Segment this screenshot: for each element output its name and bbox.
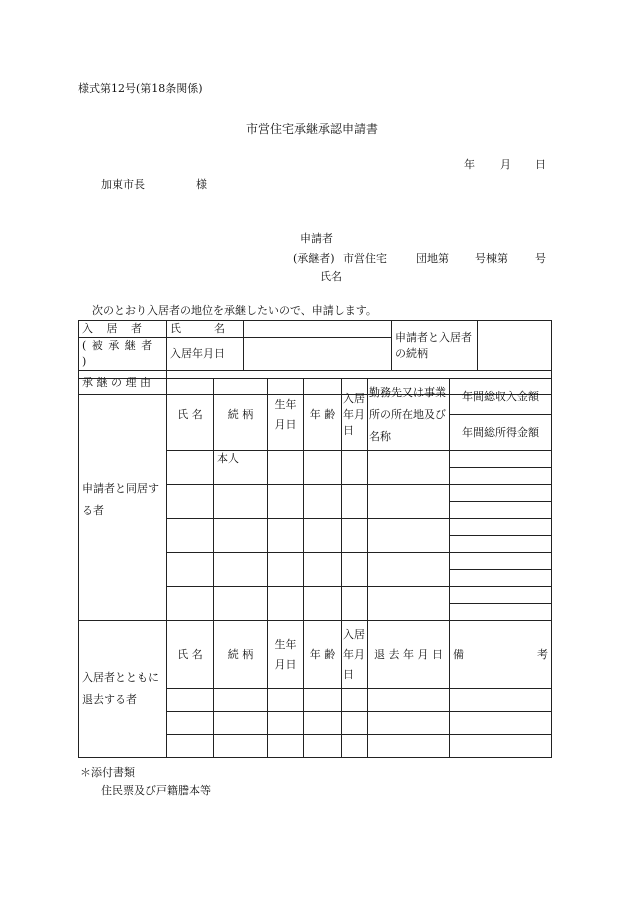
leaving-2-remarks[interactable] — [450, 712, 552, 735]
col-total-income: 年間総所得金額 — [450, 415, 552, 451]
member-3-gross[interactable] — [450, 519, 552, 536]
relationship-label: 申請者と入居者の続柄 — [392, 321, 478, 371]
member-5-name[interactable] — [167, 587, 214, 621]
member-5-workplace[interactable] — [368, 587, 450, 621]
leave-col-move-in: 入居年月日 — [342, 621, 368, 689]
member-2-income[interactable] — [450, 502, 552, 519]
member-1-move-in[interactable] — [342, 451, 368, 485]
member-5-relation[interactable] — [214, 587, 268, 621]
page-title: 市営住宅承継承認申請書 — [246, 122, 379, 136]
member-3-income[interactable] — [450, 536, 552, 553]
date-month: 月 — [500, 158, 511, 171]
member-4-name[interactable] — [167, 553, 214, 587]
applicant-label: 申請者 — [300, 232, 333, 245]
member-1-birth[interactable] — [268, 451, 304, 485]
col-age: 年 齢 — [304, 379, 342, 451]
relationship-field[interactable] — [478, 321, 552, 371]
leave-col-date: 退 去 年 月 日 — [368, 621, 450, 689]
member-1-workplace[interactable] — [368, 451, 450, 485]
member-1-name[interactable] — [167, 451, 214, 485]
member-3-relation[interactable] — [214, 519, 268, 553]
member-5-age[interactable] — [304, 587, 342, 621]
leaving-1-name[interactable] — [167, 689, 214, 712]
addressee-honorific: 様 — [196, 178, 207, 191]
move-in-date-field[interactable] — [244, 338, 392, 371]
member-4-relation[interactable] — [214, 553, 268, 587]
col-birth: 生年月日 — [268, 379, 304, 451]
col-gross-income: 年間総収入金額 — [450, 379, 552, 415]
leaving-2-move-in[interactable] — [342, 712, 368, 735]
member-4-workplace[interactable] — [368, 553, 450, 587]
cohabitants-table — [78, 378, 552, 758]
member-5-birth[interactable] — [268, 587, 304, 621]
leaving-2-birth[interactable] — [268, 712, 304, 735]
member-4-birth[interactable] — [268, 553, 304, 587]
addressee-name: 加東市長 — [101, 178, 145, 191]
member-1-age[interactable] — [304, 451, 342, 485]
date-year: 年 — [464, 158, 475, 171]
col-workplace: 勤務先又は事業所の所在地及び名称 — [368, 379, 450, 451]
member-2-gross[interactable] — [450, 485, 552, 502]
leaving-2-date[interactable] — [368, 712, 450, 735]
successor-label: (承継者) — [293, 252, 335, 265]
member-4-income[interactable] — [450, 570, 552, 587]
leaving-3-remarks[interactable] — [450, 735, 552, 758]
leaving-3-relation[interactable] — [214, 735, 268, 758]
member-3-move-in[interactable] — [342, 519, 368, 553]
move-in-date-label: 入居年月日 — [167, 338, 244, 371]
member-3-workplace[interactable] — [368, 519, 450, 553]
building-label: 号棟第 — [475, 252, 508, 265]
leaving-2-age[interactable] — [304, 712, 342, 735]
resident-label: 入 居 者 — [79, 321, 167, 338]
member-1-income[interactable] — [450, 468, 552, 485]
block-label: 団地第 — [416, 252, 449, 265]
leaving-3-date[interactable] — [368, 735, 450, 758]
leaving-1-birth[interactable] — [268, 689, 304, 712]
remarks-char-2: 考 — [537, 647, 548, 661]
resident-name-field[interactable] — [244, 321, 392, 338]
member-1-relation: 本人 — [214, 451, 268, 485]
unit-label: 号 — [535, 252, 546, 265]
attachments-heading: ＊添付書類 — [80, 766, 135, 779]
member-1-gross[interactable] — [450, 451, 552, 468]
leaving-1-relation[interactable] — [214, 689, 268, 712]
member-2-birth[interactable] — [268, 485, 304, 519]
leave-col-birth: 生年月日 — [268, 621, 304, 689]
member-2-name[interactable] — [167, 485, 214, 519]
form-number: 様式第12号(第18条関係) — [78, 82, 203, 95]
remarks-char-1: 備 — [453, 647, 464, 661]
col-name: 氏 名 — [167, 379, 214, 451]
successor-paren-label: ( 被 承 継 者 ) — [79, 338, 167, 371]
date-day: 日 — [535, 158, 546, 171]
member-4-move-in[interactable] — [342, 553, 368, 587]
reason-label: 承 継 の 理 由 — [79, 371, 167, 395]
leaving-3-name[interactable] — [167, 735, 214, 758]
leave-col-name: 氏 名 — [167, 621, 214, 689]
member-5-gross[interactable] — [450, 587, 552, 604]
member-4-age[interactable] — [304, 553, 342, 587]
leaving-3-move-in[interactable] — [342, 735, 368, 758]
leaving-3-age[interactable] — [304, 735, 342, 758]
member-5-income[interactable] — [450, 604, 552, 621]
leaving-1-date[interactable] — [368, 689, 450, 712]
leave-col-remarks — [450, 621, 552, 689]
member-2-age[interactable] — [304, 485, 342, 519]
member-3-birth[interactable] — [268, 519, 304, 553]
leaving-1-age[interactable] — [304, 689, 342, 712]
member-2-workplace[interactable] — [368, 485, 450, 519]
cohabitants-label: 申請者と同居する者 — [79, 379, 167, 621]
member-2-move-in[interactable] — [342, 485, 368, 519]
leaving-2-relation[interactable] — [214, 712, 268, 735]
member-3-name[interactable] — [167, 519, 214, 553]
member-5-move-in[interactable] — [342, 587, 368, 621]
col-move-in: 入居年月日 — [342, 379, 368, 451]
leaving-3-birth[interactable] — [268, 735, 304, 758]
leaving-2-name[interactable] — [167, 712, 214, 735]
leaving-1-remarks[interactable] — [450, 689, 552, 712]
member-4-gross[interactable] — [450, 553, 552, 570]
col-relation: 続 柄 — [214, 379, 268, 451]
member-2-relation[interactable] — [214, 485, 268, 519]
attachments-items: 住民票及び戸籍謄本等 — [101, 784, 211, 797]
leave-col-age: 年 齢 — [304, 621, 342, 689]
leave-col-relation: 続 柄 — [214, 621, 268, 689]
leaving-label: 入居者とともに退去する者 — [79, 621, 167, 758]
housing-label: 市営住宅 — [343, 252, 387, 265]
name-label: 氏 名 — [167, 321, 244, 338]
leaving-1-move-in[interactable] — [342, 689, 368, 712]
applicant-name-label: 氏名 — [320, 270, 342, 283]
intro-text: 次のとおり入居者の地位を承継したいので、申請します。 — [92, 304, 377, 317]
member-3-age[interactable] — [304, 519, 342, 553]
